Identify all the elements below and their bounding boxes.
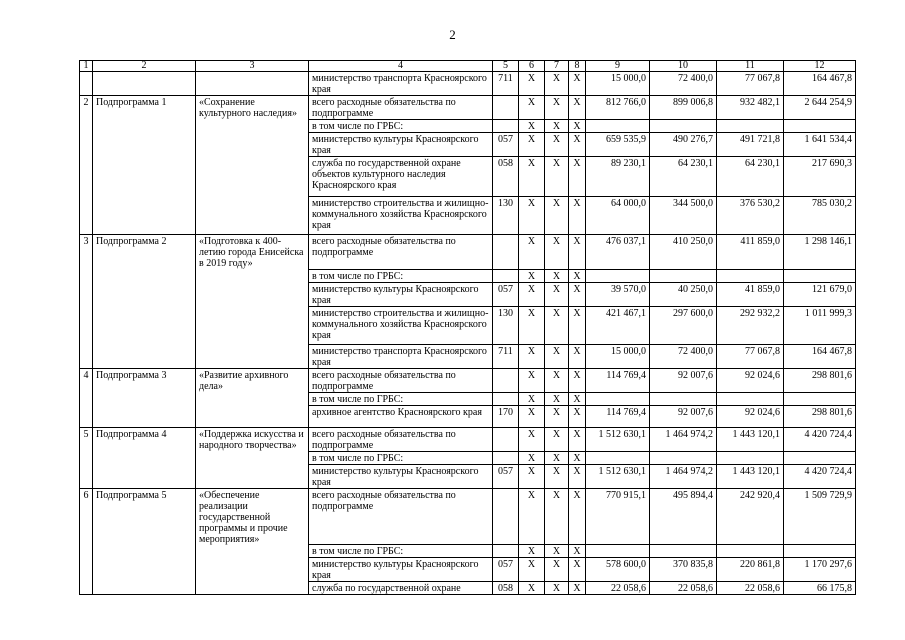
subprogram-cell	[93, 582, 196, 595]
description-cell: министерство строительства и жилищно-коммунального хозяйства Красноярского края	[309, 197, 493, 235]
subprogram-cell	[93, 344, 196, 368]
marker-cell: Х	[545, 405, 569, 427]
grbs-code-cell	[493, 488, 519, 545]
amount-cell: 298 801,6	[784, 368, 856, 392]
amount-cell	[586, 120, 650, 133]
table-row	[80, 96, 856, 120]
table-row	[80, 282, 856, 306]
subprogram-name-cell: «Сохранение культурного наследия»	[196, 96, 309, 120]
table-row	[80, 392, 856, 405]
marker-cell: Х	[569, 282, 586, 306]
row-number-cell: 5	[80, 427, 93, 451]
amount-cell: 64 230,1	[717, 157, 784, 197]
marker-cell: Х	[569, 392, 586, 405]
amount-cell: 770 915,1	[586, 488, 650, 545]
description-cell: министерство культуры Красноярского края	[309, 464, 493, 488]
marker-cell: Х	[545, 197, 569, 235]
amount-cell: 164 467,8	[784, 72, 856, 96]
amount-cell	[586, 392, 650, 405]
header-cell: 11	[717, 61, 784, 72]
description-cell: министерство транспорта Красноярского края	[309, 344, 493, 368]
marker-cell: Х	[519, 197, 545, 235]
header-cell: 10	[650, 61, 717, 72]
marker-cell: Х	[545, 120, 569, 133]
marker-cell: Х	[545, 133, 569, 157]
amount-cell: 476 037,1	[586, 235, 650, 270]
grbs-code-cell: 170	[493, 405, 519, 427]
amount-cell: 92 007,6	[650, 405, 717, 427]
table-row	[80, 368, 856, 392]
row-number-cell: 2	[80, 96, 93, 120]
amount-cell: 15 000,0	[586, 72, 650, 96]
amount-cell: 92 007,6	[650, 368, 717, 392]
grbs-code-cell	[493, 235, 519, 270]
table-row	[80, 197, 856, 235]
amount-cell: 1 298 146,1	[784, 235, 856, 270]
table-row	[80, 133, 856, 157]
amount-cell	[717, 392, 784, 405]
row-number-cell	[80, 392, 93, 405]
grbs-code-cell	[493, 269, 519, 282]
subprogram-name-cell	[196, 558, 309, 582]
marker-cell: Х	[545, 558, 569, 582]
table-row	[80, 488, 856, 545]
row-number-cell	[80, 451, 93, 464]
description-cell: служба по государственной охране объектов культурного наследия Красноярского края	[309, 157, 493, 197]
subprogram-name-cell	[196, 464, 309, 488]
amount-cell: 114 769,4	[586, 368, 650, 392]
marker-cell: Х	[519, 451, 545, 464]
table-row	[80, 269, 856, 282]
row-number-cell	[80, 306, 93, 344]
marker-cell: Х	[545, 368, 569, 392]
description-cell: всего расходные обязательства по подпрограмме	[309, 427, 493, 451]
amount-cell: 495 894,4	[650, 488, 717, 545]
marker-cell: Х	[569, 558, 586, 582]
marker-cell: Х	[519, 392, 545, 405]
grbs-code-cell: 711	[493, 72, 519, 96]
subprogram-name-cell	[196, 282, 309, 306]
row-number-cell	[80, 269, 93, 282]
marker-cell: Х	[545, 451, 569, 464]
header-cell: 1	[80, 61, 93, 72]
marker-cell: Х	[545, 235, 569, 270]
description-cell: министерство культуры Красноярского края	[309, 133, 493, 157]
table-row	[80, 405, 856, 427]
marker-cell: Х	[519, 72, 545, 96]
header-cell: 9	[586, 61, 650, 72]
amount-cell: 164 467,8	[784, 344, 856, 368]
marker-cell: Х	[569, 96, 586, 120]
amount-cell: 1 011 999,3	[784, 306, 856, 344]
marker-cell: Х	[545, 488, 569, 545]
row-number-cell	[80, 344, 93, 368]
marker-cell: Х	[545, 306, 569, 344]
row-number-cell	[80, 405, 93, 427]
row-number-cell: 6	[80, 488, 93, 545]
row-number-cell	[80, 72, 93, 96]
row-number-cell: 4	[80, 368, 93, 392]
amount-cell	[784, 269, 856, 282]
marker-cell: Х	[519, 558, 545, 582]
marker-cell: Х	[569, 488, 586, 545]
row-number-cell	[80, 282, 93, 306]
grbs-code-cell	[493, 96, 519, 120]
marker-cell: Х	[545, 464, 569, 488]
marker-cell: Х	[545, 427, 569, 451]
amount-cell	[717, 545, 784, 558]
grbs-code-cell: 711	[493, 344, 519, 368]
marker-cell: Х	[545, 282, 569, 306]
amount-cell: 121 679,0	[784, 282, 856, 306]
grbs-code-cell	[493, 427, 519, 451]
marker-cell: Х	[569, 269, 586, 282]
table-row	[80, 120, 856, 133]
marker-cell: Х	[569, 582, 586, 595]
amount-cell	[650, 451, 717, 464]
subprogram-cell: Подпрограмма 2	[93, 235, 196, 270]
header-row	[80, 61, 856, 72]
row-number-cell	[80, 464, 93, 488]
marker-cell: Х	[569, 72, 586, 96]
amount-cell: 66 175,8	[784, 582, 856, 595]
marker-cell: Х	[545, 269, 569, 282]
amount-cell: 22 058,6	[717, 582, 784, 595]
subprogram-cell	[93, 197, 196, 235]
amount-cell: 1 464 974,2	[650, 464, 717, 488]
page-number: 2	[449, 27, 456, 42]
marker-cell: Х	[519, 133, 545, 157]
amount-cell: 1 170 297,6	[784, 558, 856, 582]
amount-cell: 785 030,2	[784, 197, 856, 235]
amount-cell	[717, 120, 784, 133]
subprogram-cell	[93, 558, 196, 582]
marker-cell: Х	[519, 405, 545, 427]
amount-cell: 64 230,1	[650, 157, 717, 197]
amount-cell: 812 766,0	[586, 96, 650, 120]
subprogram-name-cell	[196, 157, 309, 197]
grbs-code-cell	[493, 545, 519, 558]
marker-cell: Х	[519, 157, 545, 197]
marker-cell: Х	[519, 235, 545, 270]
amount-cell: 1 509 729,9	[784, 488, 856, 545]
row-number-cell: 3	[80, 235, 93, 270]
amount-cell: 578 600,0	[586, 558, 650, 582]
description-cell: министерство транспорта Красноярского края	[309, 72, 493, 96]
amount-cell: 491 721,8	[717, 133, 784, 157]
marker-cell: Х	[519, 282, 545, 306]
table-row	[80, 582, 856, 595]
subprogram-name-cell: «Поддержка искусства и народного творчества»	[196, 427, 309, 451]
subprogram-name-cell	[196, 269, 309, 282]
marker-cell: Х	[545, 392, 569, 405]
subprogram-cell: Подпрограмма 1	[93, 96, 196, 120]
description-cell: всего расходные обязательства по подпрограмме	[309, 368, 493, 392]
amount-cell	[784, 451, 856, 464]
marker-cell: Х	[569, 120, 586, 133]
amount-cell: 89 230,1	[586, 157, 650, 197]
marker-cell: Х	[519, 269, 545, 282]
table-row	[80, 235, 856, 270]
marker-cell: Х	[569, 235, 586, 270]
subprogram-name-cell	[196, 545, 309, 558]
amount-cell: 2 644 254,9	[784, 96, 856, 120]
amount-cell: 1 464 974,2	[650, 427, 717, 451]
amount-cell: 39 570,0	[586, 282, 650, 306]
subprogram-name-cell	[196, 392, 309, 405]
marker-cell: Х	[519, 488, 545, 545]
amount-cell: 932 482,1	[717, 96, 784, 120]
amount-cell: 490 276,7	[650, 133, 717, 157]
description-cell: архивное агентство Красноярского края	[309, 405, 493, 427]
description-cell: служба по государственной охране	[309, 582, 493, 595]
marker-cell: Х	[545, 72, 569, 96]
table-row	[80, 558, 856, 582]
subprogram-name-cell	[196, 451, 309, 464]
marker-cell: Х	[569, 427, 586, 451]
amount-cell: 217 690,3	[784, 157, 856, 197]
header-cell: 7	[545, 61, 569, 72]
marker-cell: Х	[545, 545, 569, 558]
subprogram-cell	[93, 120, 196, 133]
amount-cell: 659 535,9	[586, 133, 650, 157]
table-row	[80, 427, 856, 451]
marker-cell: Х	[545, 344, 569, 368]
table-row	[80, 344, 856, 368]
row-number-cell	[80, 157, 93, 197]
marker-cell: Х	[569, 545, 586, 558]
row-number-cell	[80, 582, 93, 595]
amount-cell: 298 801,6	[784, 405, 856, 427]
marker-cell: Х	[569, 306, 586, 344]
row-number-cell	[80, 545, 93, 558]
amount-cell	[650, 392, 717, 405]
amount-cell	[784, 392, 856, 405]
amount-cell: 1 512 630,1	[586, 427, 650, 451]
subprogram-cell: Подпрограмма 5	[93, 488, 196, 545]
amount-cell: 77 067,8	[717, 344, 784, 368]
description-cell: министерство культуры Красноярского края	[309, 282, 493, 306]
header-cell: 2	[93, 61, 196, 72]
amount-cell: 77 067,8	[717, 72, 784, 96]
description-cell: в том числе по ГРБС:	[309, 120, 493, 133]
amount-cell: 40 250,0	[650, 282, 717, 306]
marker-cell: Х	[569, 344, 586, 368]
subprogram-cell	[93, 405, 196, 427]
header-cell: 5	[493, 61, 519, 72]
description-cell: в том числе по ГРБС:	[309, 451, 493, 464]
table-row	[80, 157, 856, 197]
subprogram-cell	[93, 306, 196, 344]
header-cell: 12	[784, 61, 856, 72]
amount-cell: 292 932,2	[717, 306, 784, 344]
marker-cell: Х	[545, 582, 569, 595]
header-cell: 8	[569, 61, 586, 72]
subprogram-cell: Подпрограмма 3	[93, 368, 196, 392]
amount-cell	[586, 451, 650, 464]
subprogram-cell	[93, 545, 196, 558]
row-number-cell	[80, 120, 93, 133]
grbs-code-cell: 130	[493, 306, 519, 344]
amount-cell	[650, 120, 717, 133]
description-cell: всего расходные обязательства по подпрограмме	[309, 488, 493, 545]
description-cell: в том числе по ГРБС:	[309, 269, 493, 282]
table-row	[80, 464, 856, 488]
marker-cell: Х	[519, 427, 545, 451]
amount-cell: 15 000,0	[586, 344, 650, 368]
grbs-code-cell: 058	[493, 157, 519, 197]
amount-cell	[650, 269, 717, 282]
amount-cell	[586, 269, 650, 282]
amount-cell: 297 600,0	[650, 306, 717, 344]
subprogram-cell	[93, 269, 196, 282]
marker-cell: Х	[519, 96, 545, 120]
grbs-code-cell: 130	[493, 197, 519, 235]
subprogram-name-cell	[196, 405, 309, 427]
amount-cell	[784, 545, 856, 558]
grbs-code-cell	[493, 451, 519, 464]
subprogram-name-cell: «Подготовка к 400-летию города Енисейска в 2019 году»	[196, 235, 309, 270]
subprogram-name-cell	[196, 582, 309, 595]
amount-cell: 72 400,0	[650, 72, 717, 96]
marker-cell: Х	[519, 306, 545, 344]
description-cell: всего расходные обязательства по подпрограмме	[309, 96, 493, 120]
marker-cell: Х	[519, 464, 545, 488]
marker-cell: Х	[545, 157, 569, 197]
subprogram-name-cell: «Развитие архивного дела»	[196, 368, 309, 392]
amount-cell: 41 859,0	[717, 282, 784, 306]
grbs-code-cell: 058	[493, 582, 519, 595]
amount-cell: 344 500,0	[650, 197, 717, 235]
amount-cell: 4 420 724,4	[784, 464, 856, 488]
table-row	[80, 545, 856, 558]
amount-cell: 1 443 120,1	[717, 427, 784, 451]
marker-cell: Х	[569, 405, 586, 427]
subprogram-cell	[93, 72, 196, 96]
grbs-code-cell	[493, 392, 519, 405]
description-cell: в том числе по ГРБС:	[309, 545, 493, 558]
subprogram-name-cell	[196, 306, 309, 344]
subprogram-cell	[93, 157, 196, 197]
amount-cell: 370 835,8	[650, 558, 717, 582]
amount-cell	[784, 120, 856, 133]
amount-cell: 1 641 534,4	[784, 133, 856, 157]
description-cell: министерство строительства и жилищно-коммунального хозяйства Красноярского края	[309, 306, 493, 344]
amount-cell	[717, 451, 784, 464]
marker-cell: Х	[569, 157, 586, 197]
description-cell: всего расходные обязательства по подпрограмме	[309, 235, 493, 270]
marker-cell: Х	[569, 133, 586, 157]
amount-cell: 114 769,4	[586, 405, 650, 427]
table-row	[80, 451, 856, 464]
amount-cell: 64 000,0	[586, 197, 650, 235]
grbs-code-cell: 057	[493, 133, 519, 157]
amount-cell: 4 420 724,4	[784, 427, 856, 451]
header-cell: 6	[519, 61, 545, 72]
marker-cell: Х	[569, 197, 586, 235]
subprogram-cell	[93, 133, 196, 157]
subprogram-cell	[93, 392, 196, 405]
row-number-cell	[80, 133, 93, 157]
subprogram-cell: Подпрограмма 4	[93, 427, 196, 451]
amount-cell: 1 512 630,1	[586, 464, 650, 488]
row-number-cell	[80, 197, 93, 235]
row-number-cell	[80, 558, 93, 582]
marker-cell: Х	[519, 582, 545, 595]
amount-cell: 410 250,0	[650, 235, 717, 270]
header-cell: 3	[196, 61, 309, 72]
budget-table	[79, 60, 856, 595]
subprogram-cell	[93, 464, 196, 488]
amount-cell	[717, 269, 784, 282]
grbs-code-cell	[493, 120, 519, 133]
amount-cell: 421 467,1	[586, 306, 650, 344]
amount-cell	[650, 545, 717, 558]
table-row	[80, 72, 856, 96]
description-cell: министерство культуры Красноярского края	[309, 558, 493, 582]
amount-cell: 22 058,6	[586, 582, 650, 595]
amount-cell: 1 443 120,1	[717, 464, 784, 488]
amount-cell: 899 006,8	[650, 96, 717, 120]
amount-cell: 92 024,6	[717, 368, 784, 392]
grbs-code-cell: 057	[493, 464, 519, 488]
marker-cell: Х	[569, 451, 586, 464]
marker-cell: Х	[519, 368, 545, 392]
subprogram-name-cell	[196, 120, 309, 133]
subprogram-cell	[93, 282, 196, 306]
description-cell: в том числе по ГРБС:	[309, 392, 493, 405]
marker-cell: Х	[519, 120, 545, 133]
table-body	[80, 61, 856, 595]
header-cell: 4	[309, 61, 493, 72]
table-row	[80, 306, 856, 344]
amount-cell: 411 859,0	[717, 235, 784, 270]
subprogram-name-cell	[196, 197, 309, 235]
marker-cell: Х	[569, 368, 586, 392]
grbs-code-cell	[493, 368, 519, 392]
subprogram-name-cell	[196, 72, 309, 96]
marker-cell: Х	[519, 344, 545, 368]
subprogram-cell	[93, 451, 196, 464]
amount-cell: 92 024,6	[717, 405, 784, 427]
subprogram-name-cell	[196, 344, 309, 368]
amount-cell	[586, 545, 650, 558]
marker-cell: Х	[519, 545, 545, 558]
amount-cell: 220 861,8	[717, 558, 784, 582]
amount-cell: 22 058,6	[650, 582, 717, 595]
marker-cell: Х	[569, 464, 586, 488]
subprogram-name-cell: «Обеспечение реализации государственной программы и прочие мероприятия»	[196, 488, 309, 545]
amount-cell: 376 530,2	[717, 197, 784, 235]
amount-cell: 72 400,0	[650, 344, 717, 368]
grbs-code-cell: 057	[493, 558, 519, 582]
grbs-code-cell: 057	[493, 282, 519, 306]
subprogram-name-cell	[196, 133, 309, 157]
marker-cell: Х	[545, 96, 569, 120]
amount-cell: 242 920,4	[717, 488, 784, 545]
